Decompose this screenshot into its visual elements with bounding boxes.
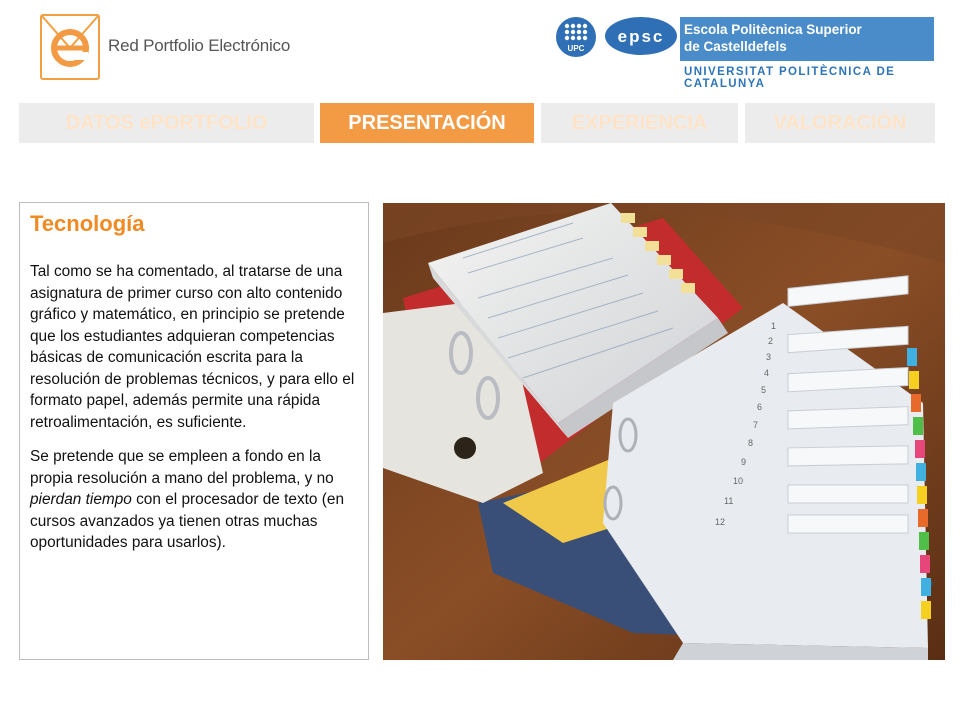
- page-title: Tecnología: [30, 211, 145, 236]
- divider-number: 1: [771, 321, 777, 331]
- divider-number: 5: [761, 385, 767, 395]
- divider-number: 7: [753, 420, 759, 430]
- paragraph-2: [30, 446, 358, 554]
- divider-number: 3: [766, 352, 772, 362]
- paragraph-2-part-2: con el procesador de texto (en cursos avanzados ya tienen otras muchas oportunidades para usarlos).: [30, 491, 345, 551]
- divider-number: 12: [715, 517, 726, 527]
- divider-number: 10: [733, 476, 744, 486]
- epsc-logo-text: epsc: [617, 27, 665, 46]
- tab-experiencia[interactable]: EXPERIENCIA: [541, 103, 738, 143]
- eportfolio-logo: [40, 14, 100, 80]
- brand-name: Red Portfolio Electrónico: [108, 36, 291, 55]
- tab-presentacion[interactable]: PRESENTACIÓN: [320, 103, 534, 143]
- divider-number: 9: [741, 457, 747, 467]
- upc-seal-logo: [555, 16, 597, 58]
- paragraph-2-emphasis: pierdan tiempo: [30, 491, 132, 508]
- divider-number: 2: [768, 336, 774, 346]
- divider-number: 4: [764, 368, 770, 378]
- paragraph-2-part-1: Se pretende que se empleen a fondo en la propia resolución a mano del problema, y no: [30, 448, 334, 487]
- divider-number: 8: [748, 438, 754, 448]
- content-panel: [19, 202, 369, 660]
- tab-valoracion[interactable]: VALORACIÓN: [745, 103, 935, 143]
- binder-photo: [383, 203, 945, 660]
- school-name-box: [680, 17, 934, 61]
- divider-number: 6: [757, 402, 763, 412]
- upc-seal-text: UPC: [567, 44, 585, 53]
- epsc-logo: [604, 16, 678, 56]
- paragraph-1: Tal como se ha comentado, al tratarse de una asignatura de primer curso con alto contenido gráfico y matemático, en principio se pretende que los estudiantes adquieran competencias básicas de comunicación escrita para la resolución de problemas técnicos, y para ello el formato papel, además permite una rápida retroalimentación, es suficiente.: [30, 263, 355, 431]
- school-name-line1: Escola Politècnica Superior: [684, 22, 862, 37]
- tab-datos-eportfolio[interactable]: DATOS ePORTFOLIO: [19, 103, 314, 143]
- divider-number: 11: [724, 496, 734, 506]
- school-name-line2: de Castelldefels: [684, 39, 787, 54]
- university-name: UNIVERSITAT POLITÈCNICA DE CATALUNYA: [684, 66, 896, 90]
